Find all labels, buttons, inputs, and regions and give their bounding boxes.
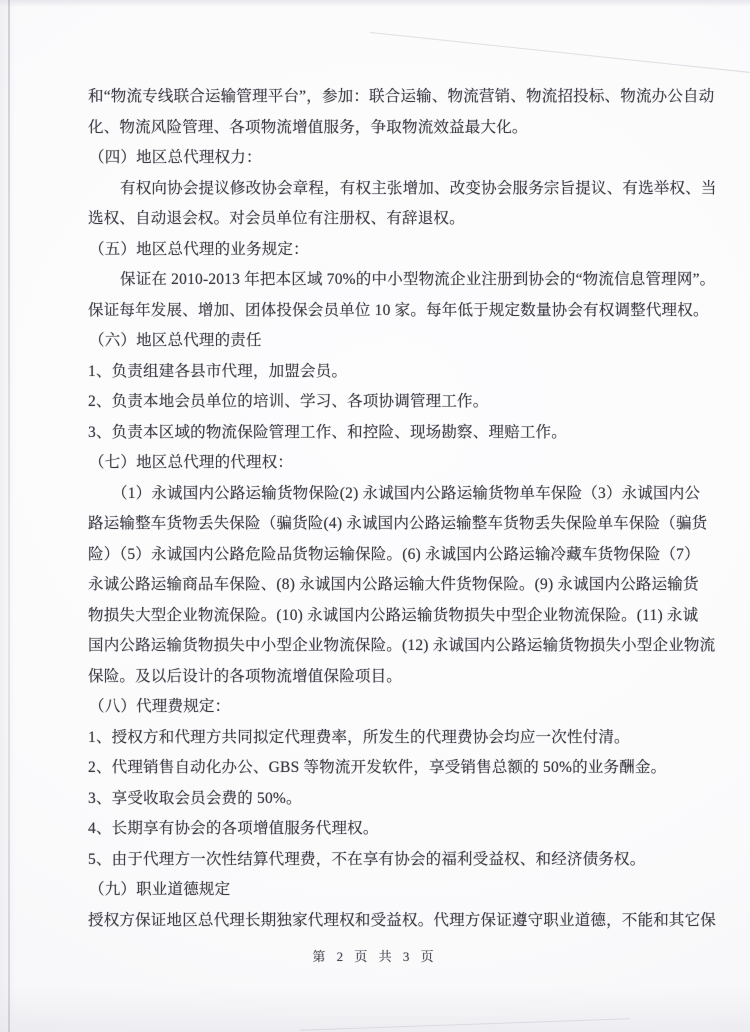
paper-left-edge — [8, 0, 10, 1032]
text-line: 1、授权方和代理方共同拟定代理费率，所发生的代理费协会均应一次性付清。 — [88, 728, 630, 746]
text-line: 2、负责本地会员单位的培训、学习、各项协调管理工作。 — [88, 393, 489, 410]
text-line: 1、负责组建各县市代理，加盟会员。 — [88, 362, 348, 380]
text-line: （七）地区总代理的代理权： — [89, 454, 294, 471]
text-line: （九）职业道德规定 — [89, 881, 231, 898]
text-line: 3、负责本区域的物流保险管理工作、和控险、现场勘察、理赔工作。 — [88, 423, 567, 441]
text-line: （1）永诚国内公路运输货物保险(2) 永诚国内公路运输货物单车保险（3）永诚国内公 — [112, 484, 701, 502]
text-line: 3、享受收取会员会费的 50%。 — [88, 789, 302, 807]
text-line: 和“物流专线联合运输管理平台”，参加：联合运输、物流营销、物流招投标、物流办公自动 — [88, 88, 715, 105]
text-line: 有权向协会提议修改协会章程，有权主张增加、改变协会服务宗旨提议、有选举权、当 — [120, 179, 717, 197]
text-line: 化、物流风险管理、各项物流增值服务，争取物流效益最大化。 — [88, 118, 528, 136]
text-line: 选权、自动退会权。对会员单位有注册权、有辞退权。 — [88, 210, 465, 227]
text-line: 保险。及以后设计的各项物流增值保险项目。 — [88, 667, 403, 685]
scan-crease-top — [370, 32, 750, 75]
text-line: 4、长期享有协会的各项增值服务代理权。 — [88, 820, 379, 837]
text-line: 国内公路运输货物损失中小型企业物流保险。(12) 永诚国内公路运输货物损失小型企业物流 — [88, 637, 716, 654]
text-line: 保证每年发展、增加、团体投保会员单位 10 家。每年低于规定数量协会有权调整代理权。 — [88, 301, 709, 319]
text-line: 5、由于代理方一次性结算代理费，不在享有协会的福利受益权、和经济债务权。 — [88, 850, 646, 868]
page-number-footer: 第 2 页 共 3 页 — [312, 949, 438, 964]
document-body — [88, 82, 728, 936]
text-line: （六）地区总代理的责任 — [89, 332, 262, 349]
scan-crease-bottom — [300, 1018, 630, 1031]
text-line: （五）地区总代理的业务规定： — [89, 240, 309, 258]
text-line: （八）代理费规定： — [89, 698, 231, 715]
text-line: （四）地区总代理权力： — [89, 149, 262, 166]
text-line: 物损失大型企业物流保险。(10) 永诚国内公路运输货物损失中型企业物流保险。(11) 永诚 — [88, 606, 699, 624]
text-line: 2、代理销售自动化办公、GBS 等物流开发软件，享受销售总额的 50%的业务酬金。 — [88, 759, 667, 776]
text-line: 授权方保证地区总代理长期独家代理权和受益权。代理方保证遵守职业道德，不能和其它保 — [88, 911, 717, 929]
text-line: 永诚公路运输商品车保险、(8) 永诚国内公路运输大件货物保险。(9) 永诚国内公路运输货 — [88, 576, 699, 593]
text-line: 险）（5）永诚国内公路危险品货物运输保险。(6) 永诚国内公路运输冷藏车货物保险（7） — [88, 545, 700, 563]
text-line: 路运输整车货物丢失保险（骗货险(4) 永诚国内公路运输整车货物丢失保险单车保险（骗货 — [88, 515, 708, 532]
text-line: 保证在 2010-2013 年把本区域 70%的中小型物流企业注册到协会的“物流信息管理网”。 — [120, 271, 716, 288]
